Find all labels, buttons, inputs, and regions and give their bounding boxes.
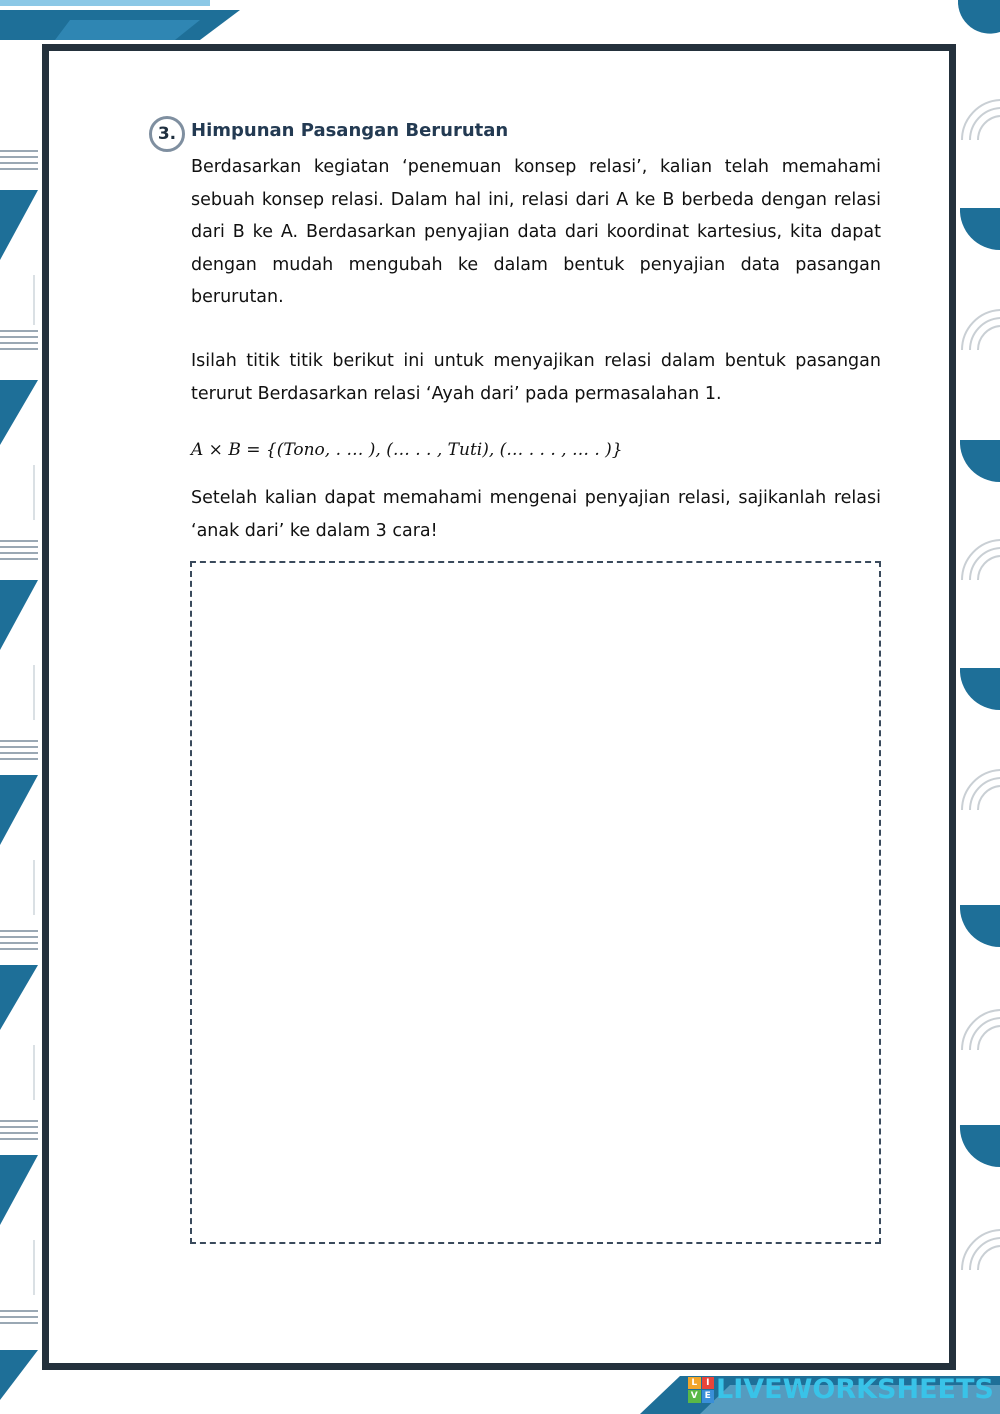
task-paragraph: Setelah kalian dapat memahami mengenai penyajian relasi, sajikanlah relasi ‘anak dari’ ke dalam 3 cara! xyxy=(191,488,881,541)
logo-grid-icon: L I V E xyxy=(688,1377,714,1403)
intro-paragraph: Berdasarkan kegiatan ‘penemuan konsep relasi’, kalian telah memahami sebuah konsep relasi. Dalam hal ini, relasi dari A ke B berbeda dengan relasi dari B ke A. Berdasarkan penyajian data dari koordinat kartesius, kita dapat dengan mudah mengubah ke dalam bentuk penyajian data pasangan berurutan. xyxy=(191,157,881,307)
section-title: Himpunan Pasangan Berurutan xyxy=(191,120,509,141)
top-left-banner-inner xyxy=(55,20,200,40)
top-left-light-stripe xyxy=(0,0,210,6)
logo-text: LIVEWORKSHEETS xyxy=(716,1374,994,1405)
answer-box[interactable] xyxy=(190,561,881,1244)
section-number-badge: 3. xyxy=(149,116,185,152)
right-decoration xyxy=(958,0,1000,1270)
ordered-pair-formula: A × B = {(Tono, . … ), (… . . , Tuti), (… . . . , … . )} xyxy=(191,440,623,460)
left-stripes xyxy=(0,150,38,1400)
liveworksheets-logo xyxy=(688,1374,994,1405)
instruction-paragraph: Isilah titik titik berikut ini untuk menyajikan relasi dalam bentuk pasangan terurut Berdasarkan relasi ‘Ayah dari’ pada permasalahan 1. xyxy=(191,351,881,404)
